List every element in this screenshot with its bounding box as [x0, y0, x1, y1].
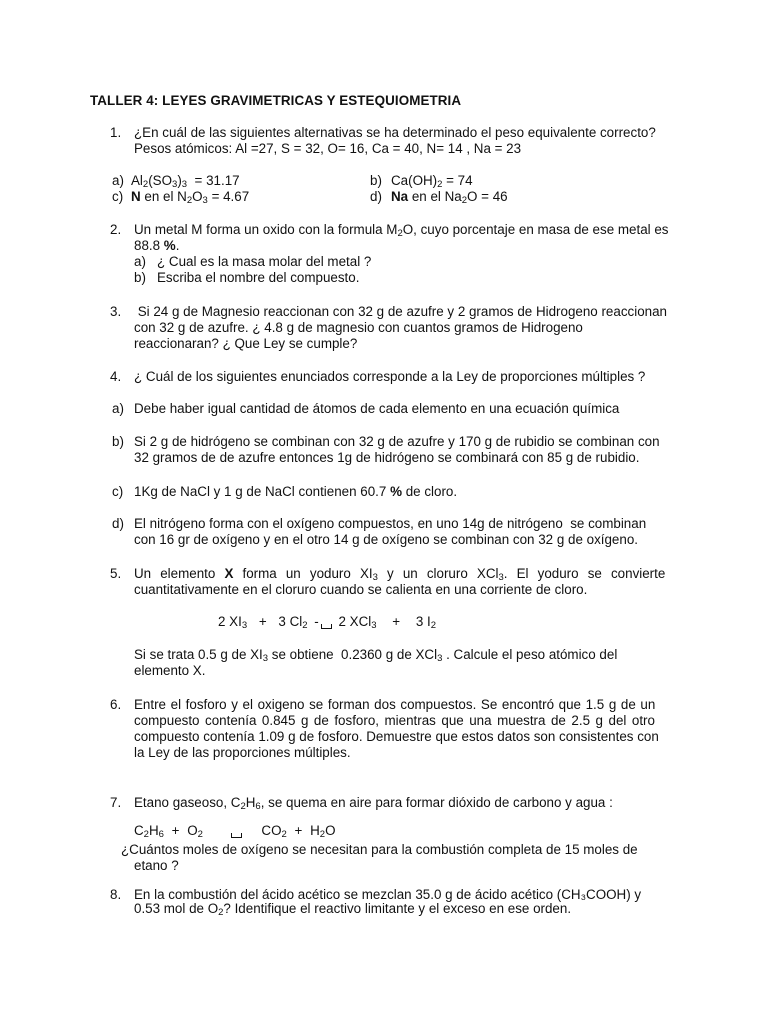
question-text: Etano gaseoso, $C_2H_6$, se quema en aire para formar dióxido de carbono y agua : — [134, 795, 613, 812]
question-statement: Si se trata 0.5 g de $XI_3$ se obtiene 0.2360 g de XCl$_3$ . Calcule el peso atómico del — [134, 647, 618, 664]
option-a: Debe haber igual cantidad de átomos de cada elemento en una ecuación química — [134, 401, 620, 416]
option-a: $Al_2(SO_3)_3 = 31.17$ — [131, 173, 240, 190]
question-text-line-3: reaccionaran? ¿ Que Ley se cumple? — [134, 336, 358, 351]
chemical-equation: 2 $XI_3 + 3$ $Cl_2 - 2$ XCl$_3$ + 3 $I_2$ — [218, 614, 437, 631]
question-number: 1. — [110, 125, 122, 140]
question-text-line-4: la Ley de las proporciones múltiples. — [134, 745, 351, 760]
question-number: 7. — [110, 795, 122, 810]
question-statement-line-2: elemento X. — [134, 663, 206, 678]
option-label: b) — [370, 173, 382, 188]
sub-question-b: Escriba el nombre del compuesto. — [157, 270, 360, 285]
question-text-line-3: compuesto contenía 1.09 g de fosforo. Demuestre que estos datos son consistentes con — [134, 729, 659, 744]
question-text-line-2: compuesto contenía 0.845 g de fosforo, mientras que una muestra de 2.5 g del otro — [134, 713, 655, 728]
question-text: ¿ Cuál de los siguientes enunciados corresponde a la Ley de proporciones múltiples ? — [134, 369, 646, 384]
question-text-line-2: cuantitativamente en el cloruro cuando se calienta en una corriente de cloro. — [134, 582, 588, 597]
page-title: TALLER 4: LEYES GRAVIMETRICAS Y ESTEQUIOMETRIA — [90, 93, 462, 108]
option-label: a) — [112, 401, 124, 416]
option-c: 1Kg de NaCl y 1 g de NaCl contienen 60.7 % de cloro. — [134, 484, 458, 499]
option-b-line-2: 32 gramos de de azufre entonces 1g de hidrógeno se combinará con 85 g de rubidio. — [134, 450, 640, 465]
sub-label: b) — [134, 270, 146, 285]
question-text-line-2: 88.8 %. — [134, 238, 180, 253]
option-b: Si 2 g de hidrógeno se combinan con 32 g de azufre y 170 g de rubidio se combinan con — [134, 434, 660, 449]
option-label: d) — [370, 189, 382, 204]
sub-label: a) — [134, 254, 146, 269]
question-number: 6. — [110, 697, 122, 712]
question-text: Un metal M forma un oxido con la formula $M_2O$, cuyo porcentaje en masa de ese metal es — [134, 222, 669, 239]
question-number: 5. — [110, 566, 122, 581]
option-label: a) — [112, 173, 124, 188]
arrow-icon — [231, 833, 242, 838]
question-text: ¿En cuál de las siguientes alternativas se ha determinado el peso equivalente correcto? — [134, 125, 656, 140]
option-label: c) — [112, 189, 124, 204]
option-label: d) — [112, 516, 124, 531]
option-c: N en el $N_2O_3 = 4.67$ — [131, 189, 250, 206]
question-text: En la combustión del ácido acético se mezclan 35.0 g de ácido acético (CH₃COOH) y — [134, 887, 642, 902]
option-label: b) — [112, 434, 124, 449]
question-statement-line-2: etano ? — [134, 858, 179, 873]
atomic-weights: Pesos atómicos: Al =27, S = 32, O= 16, Ca = 40, N= 14 , Na = 23 — [134, 141, 522, 156]
question-number: 3. — [110, 304, 122, 319]
question-statement: ¿Cuántos moles de oxígeno se necesitan para la combustión completa de 15 moles de — [121, 842, 638, 857]
sub-question-a: ¿ Cual es la masa molar del metal ? — [157, 254, 372, 269]
option-label: c) — [112, 484, 124, 499]
question-text: Entre el fosforo y el oxigeno se forman dos compuestos. Se encontró que 1.5 g de un — [134, 697, 656, 712]
question-text-line-2: con 32 g de azufre. ¿ 4.8 g de magnesio con cuantos gramos de Hidrogeno — [134, 320, 583, 335]
question-text: Un elemento X forma un yoduro $XI_3$ y un cloruro XCl$_3$. El yoduro se convierte — [134, 566, 666, 583]
option-b: $Ca(OH)_2 = 74$ — [391, 173, 473, 190]
option-d: El nitrógeno forma con el oxígeno compuestos, en uno 14g de nitrógeno se combinan — [134, 516, 647, 531]
option-d: Na en el $Na_2O = 46$ — [391, 189, 508, 206]
question-number: 8. — [110, 887, 122, 902]
question-text: Si 24 g de Magnesio reaccionan con 32 g de azufre y 2 gramos de Hidrogeno reaccionan — [134, 304, 667, 319]
question-text-line-2: 0.53 mol de $O_2$? Identifique el reactivo limitante y el exceso en ese orden. — [134, 901, 572, 918]
arrow-icon — [321, 624, 332, 629]
chemical-equation: $C_2H_6 + O_2$ $CO_2 + H_2O$ — [134, 823, 336, 840]
question-number: 4. — [110, 369, 122, 384]
option-d-line-2: con 16 gr de oxígeno y en el otro 14 g de oxígeno se combinan con 32 g de oxígeno. — [134, 532, 638, 547]
question-number: 2. — [110, 222, 122, 237]
